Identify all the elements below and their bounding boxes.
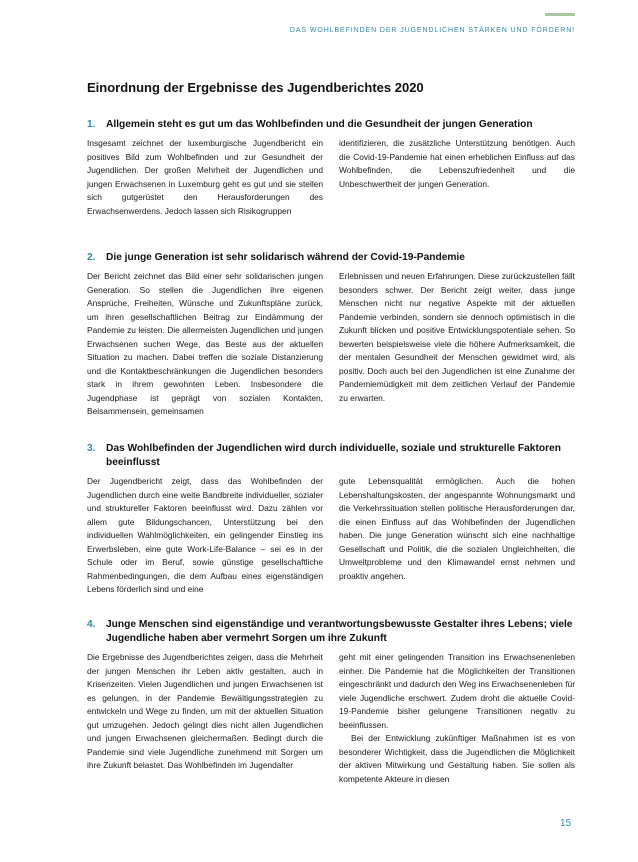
section-number: 3.	[87, 443, 96, 454]
paragraph: Bei der Entwicklung zukünftiger Maßnahmen ist es von besonderer Wichtigkeit, dass die Jugendlichen die Möglichkeit der aktiven Mitwirkung und Gestaltung haben. Sie sollen als kompetente Akteure in diesen	[339, 733, 575, 784]
section-heading	[87, 618, 575, 646]
section-1	[87, 118, 575, 218]
section-body	[87, 137, 575, 218]
right-column	[339, 137, 575, 218]
right-column	[339, 270, 575, 419]
section-title: Das Wohlbefinden der Jugendlichen wird durch individuelle, soziale und strukturelle Faktoren beeinflusst	[106, 443, 561, 468]
paragraph: Der Bericht zeichnet das Bild einer sehr solidarischen jungen Generation. So stellen die Jugendlichen ihre eigenen Ansprüche, Freiheiten, Wünsche und Zukunftspläne zurück, um ihren gesellschaftlichen Beitrag zur Eindämmung der Pandemie zu leisten. Die allermeisten Jugendlichen und jungen Erwachsenen suchen Wege, das Beste aus der aktuellen Situation zu machen. Dabei treffen die soziale Distanzierung und die Kontaktbeschränkungen die Jugendlichen besonders stark in ihrem gewohnten Leben. Insbesondere die Jugendphase ist geprägt von sozialen Kontakten, Beisammensein, gemeinsamen	[87, 271, 323, 416]
section-number: 2.	[87, 252, 96, 263]
section-title: Allgemein steht es gut um das Wohlbefinden und die Gesundheit der jungen Generation	[106, 119, 533, 130]
section-title: Junge Menschen sind eigenständige und verantwortungsbewusste Gestalter ihres Lebens; viele Jugendliche haben aber vermehrt Sorgen um ihre Zukunft	[106, 619, 573, 644]
section-heading	[87, 251, 575, 265]
page-number: 15	[560, 818, 572, 829]
paragraph: Insgesamt zeichnet der luxemburgische Jugendbericht ein positives Bild zum Wohlbefinden und zur Gesundheit der Jugendlichen. Der großen Mehrheit der Jugendlichen und jungen Erwachsenen in Luxemburg geht es gut und sie stellen sich gutgerüstet den Herausforderungen des Erwachsenwerdens. Jedoch lassen sich Risikogruppen	[87, 138, 323, 216]
left-column	[87, 270, 323, 419]
paragraph: Die Ergebnisse des Jugendberichtes zeigen, dass die Mehrheit der jungen Menschen ihr Leben aktiv gestalten, auch in Krisenzeiten. Vielen Jugendlichen und jungen Erwachsenen ist es gelungen, in der Pandemie Bewältigungsstrategien zu entwickeln und Wege zu finden, um mit der aktuellen Situation gut umzugehen. Jedoch gelingt dies nicht allen Jugendlichen und jungen Erwachsenen gleichermaßen. Bedingt durch die Pandemie sind viele Jugendliche zunehmend mit Sorgen um ihre Zukunft belastet. Das Wohlbefinden im Jugendalter	[87, 652, 323, 770]
section-number: 1.	[87, 119, 96, 130]
paragraph: identifizieren, die zusätzliche Unterstützung benötigen. Auch die Covid-19-Pandemie hat einen erheblichen Einfluss auf das Wohlbefinden, die Lebenszufriedenheit und die Unbeschwertheit der jungen Generation.	[339, 138, 575, 189]
section-heading	[87, 118, 575, 132]
left-column	[87, 475, 323, 597]
section-2	[87, 251, 575, 419]
right-column	[339, 651, 575, 786]
section-body	[87, 475, 575, 597]
left-column	[87, 651, 323, 786]
section-4	[87, 618, 575, 786]
header-accent-bar	[545, 13, 575, 16]
section-3	[87, 442, 575, 597]
paragraph: geht mit einer gelingenden Transition ins Erwachsenenleben einher. Die Pandemie hat die Möglichkeiten der Transitionen eingeschränkt und dadurch den Weg ins Erwachsenenleben für viele Jugendliche erschwert. Zudem droht die aktuelle Covid-19-Pandemie bisher gelungene Transitionen negativ zu beeinflussen.	[339, 652, 575, 730]
left-column	[87, 137, 323, 218]
section-body	[87, 651, 575, 786]
section-title: Die junge Generation ist sehr solidarisch während der Covid-19-Pandemie	[106, 252, 465, 263]
running-header: DAS WOHLBEFINDEN DER JUGENDLICHEN STÄRKEN UND FÖRDERN!	[289, 27, 575, 34]
section-heading	[87, 442, 575, 470]
section-number: 4.	[87, 619, 96, 630]
right-column	[339, 475, 575, 597]
paragraph: gute Lebensqualität ermöglichen. Auch die hohen Lebenshaltungskosten, der angespannte Wohnungsmarkt und die Verkehrssituation stellen politische Herausforderungen dar, die einen Einfluss auf das Wohlbefinden der Jugendlichen haben. Die junge Generation wünscht sich eine nachhaltige Gesellschaft und Politik, die die sozialen Ungleichheiten, die Umweltprobleme und den Klimawandel ernst nehmen und proaktiv angehen.	[339, 476, 575, 581]
paragraph: Der Jugendbericht zeigt, dass das Wohlbefinden der Jugendlichen durch eine weite Bandbreite individueller, sozialer und struktureller Faktoren beeinflusst wird. Dazu zählen vor allem gute Bildungschancen, Unterstützung bei den individuellen Wahlmöglichkeiten, ein gelingender Einstieg ins Erwerbsleben, eine gute Work-Life-Balance – sei es in der Schule oder im Beruf, sowie günstige gesellschaftliche Rahmenbedingungen, die dem Aufbau eines eigenständigen Lebens förderlich sind und eine	[87, 476, 323, 594]
paragraph: Erlebnissen und neuen Erfahrungen. Diese zurückzustellen fällt besonders schwer. Der Bericht zeigt weiter, dass junge Menschen nicht nur negative Aspekte mit der aktuellen Pandemie verbinden, sondern sie dennoch optimistisch in die Zukunft blicken und positive Entwicklungspotentiale sehen. So bewerten beispielsweise viele die höhere Aufmerksamkeit, die der mentalen Gesundheit der Menschen gewidmet wird, als positiv. Doch auch bei den Jugendlichen ist eine Zunahme der Pandemiemüdigkeit mit dem zeitlichen Verlauf der Pandemie zu erwarten.	[339, 271, 575, 403]
section-body	[87, 270, 575, 419]
page-title: Einordnung der Ergebnisse des Jugendberichtes 2020	[87, 80, 424, 95]
